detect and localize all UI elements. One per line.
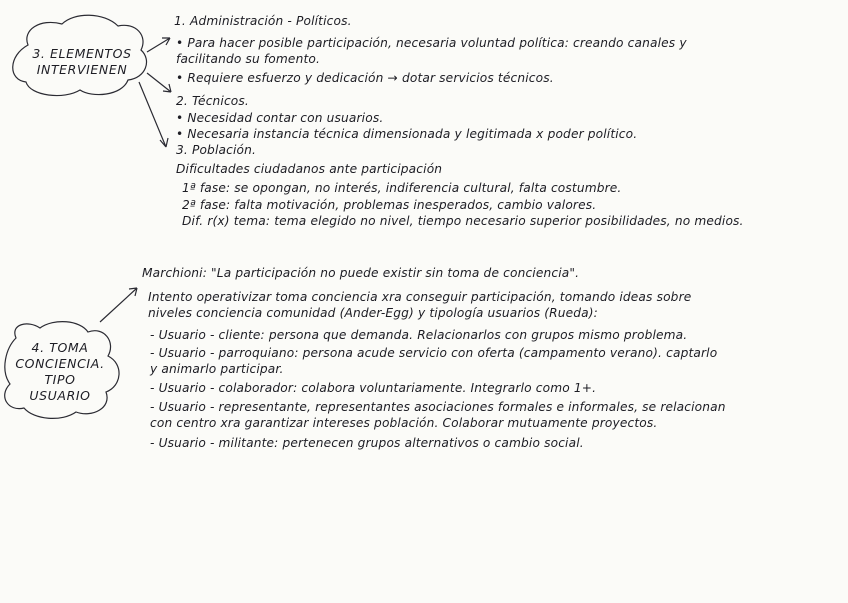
arrow-to-administracion <box>147 38 170 52</box>
section3-line: 2ª fase: falta motivación, problemas inesperados, cambio valores. <box>182 198 597 212</box>
section4-line: Marchioni: "La participación no puede existir sin toma de conciencia". <box>142 266 580 280</box>
section3-line: 1ª fase: se opongan, no interés, indiferencia cultural, falta costumbre. <box>182 181 622 195</box>
section4-line: y animarlo participar. <box>150 362 284 376</box>
bubble-toma-line2: CONCIENCIA. <box>15 356 105 371</box>
section3-line: Dif. r(x) tema: tema elegido no nivel, tiempo necesario superior posibilidades, no medios. <box>182 214 744 228</box>
section3-line: Dificultades ciudadanos ante participación <box>176 162 443 176</box>
section4-line: - Usuario - parroquiano: persona acude servicio con oferta (campamento verano). captarlo <box>150 346 718 360</box>
section3-line: facilitando su fomento. <box>176 52 321 66</box>
bubble-toma-line3: TIPO <box>44 372 76 387</box>
arrow-to-marchioni <box>100 288 137 322</box>
section3-line: 3. Población. <box>176 143 256 157</box>
bubble-toma-line1: 4. TOMA <box>31 340 89 355</box>
section3-line: 1. Administración - Políticos. <box>174 14 352 28</box>
section4-line: - Usuario - militante: pertenecen grupos alternativos o cambio social. <box>150 436 584 450</box>
bubble-toma <box>8 340 112 404</box>
bubble-toma-line4: USUARIO <box>29 388 91 403</box>
section3-line: • Necesaria instancia técnica dimensionada y legitimada x poder político. <box>176 127 638 141</box>
section4-line: - Usuario - colaborador: colabora voluntariamente. Integrarlo como 1+. <box>150 381 597 395</box>
bubble-elementos-line2: INTERVIENEN <box>36 62 128 77</box>
arrow-to-poblacion <box>139 82 168 147</box>
bubble-elementos-line1: 3. ELEMENTOS <box>32 46 132 61</box>
bubble-elementos <box>28 46 136 78</box>
section3-line: • Para hacer posible participación, necesaria voluntad política: creando canales y <box>176 36 687 50</box>
section4-line: con centro xra garantizar intereses población. Colaborar mutuamente proyectos. <box>150 416 658 430</box>
section3-line: • Requiere esfuerzo y dedicación → dotar servicios técnicos. <box>176 71 554 85</box>
section4-line: Intento operativizar toma conciencia xra conseguir participación, tomando ideas sobre <box>148 290 692 304</box>
section4-line: - Usuario - representante, representantes asociaciones formales e informales, se relacionan <box>150 400 726 414</box>
section3-line: 2. Técnicos. <box>176 94 249 108</box>
section4-line: niveles conciencia comunidad (Ander-Egg) y tipología usuarios (Rueda): <box>148 306 598 320</box>
section3-line: • Necesidad contar con usuarios. <box>176 111 384 125</box>
section4-line: - Usuario - cliente: persona que demanda. Relacionarlos con grupos mismo problema. <box>150 328 688 342</box>
arrow-to-tecnicos <box>147 73 171 92</box>
